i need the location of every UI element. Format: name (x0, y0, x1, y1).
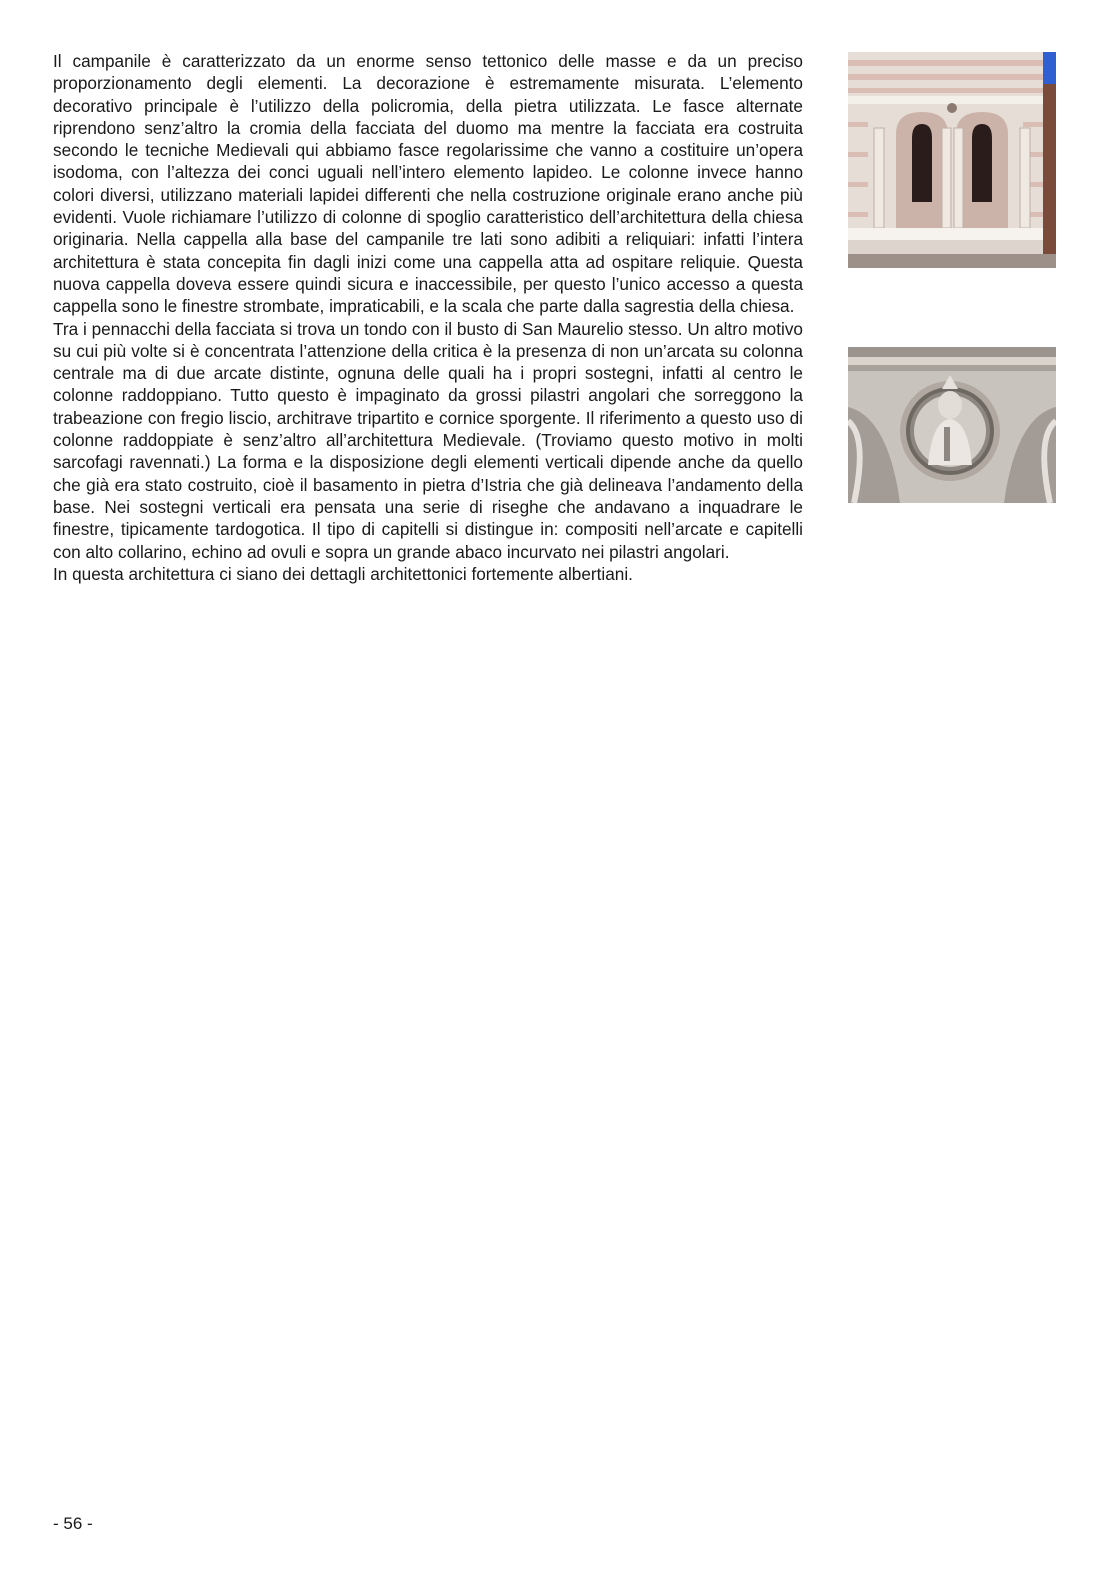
paragraph: In questa architettura ci siano dei dettagli architettonici fortemente albertiani. (53, 563, 633, 584)
body-text (53, 50, 803, 585)
medallion-san-maurelio-photo (848, 347, 1056, 503)
page-number: - 56 - (53, 1514, 93, 1533)
bell-tower-photo (848, 52, 1056, 268)
paragraph: Tra i pennacchi della facciata si trova un tondo con il busto di San Maurelio stesso. Un altro motivo su cui più volte si è concentrata l’attenzione della critica è la presenza di non un’arcata su colonna centrale ma di due arcate distinte, ognuna delle quali ha i propri sostegni, infatti al centro le colonne raddoppiano. Tutto questo è impaginato da grossi pilastri angolari che sorreggono la trabeazione con fregio liscio, architrave tripartito e cornice sporgente. Il riferimento a questo uso di colonne raddoppiate è senz’altro all’architettura Medievale. (Troviamo questo motivo in molti sarcofagi ravennati.) La forma e la disposizione degli elementi verticali dipende anche da quello che già era stato costruito, cioè il basamento in pietra d’Istria che già delineava l’andamento della base. Nei sostegni verticali era pensata una serie di riseghe che andavano a inquadrare le finestre, tipicamente tardogotica. Il tipo di capitelli si distingue in: compositi nell’arcate e capitelli con alto collarino, echino ad ovuli e sopra un grande abaco incurvato nei pilastri angolari. (53, 318, 803, 562)
paragraph: Il campanile è caratterizzato da un enorme senso tettonico delle masse e da un preciso proporzionamento degli elementi. La decorazione è estremamente misurata. L’elemento decorativo principale è l’utilizzo della policromia, della pietra utilizzata. Le fasce alternate riprendono senz’altro la cromia della facciata del duomo ma mentre la facciata era costruita secondo le tecniche Medievali qui abbiamo fasce regolarissime che vanno a costituire un’opera isodoma, con l’altezza dei conci uguali nell’intero elemento lapideo. Le colonne invece hanno colori diversi, utilizzano materiali lapidei differenti che nella costruzione originale erano anche più evidenti. Vuole richiamare l’utilizzo di colonne di spoglio caratteristico dell’architettura della chiesa originaria. Nella cappella alla base del campanile tre lati sono adibiti a reliquiari: infatti l’intera architettura è stata concepita fin dagli inizi come una cappella atta ad ospitare reliquie. Questa nuova cappella doveva essere quindi sicura e inaccessibile, per questo l’unico accesso a questa cappella sono le finestre strombate, impraticabili, e la scala che parte dalla sagrestia della chiesa. (53, 51, 803, 317)
